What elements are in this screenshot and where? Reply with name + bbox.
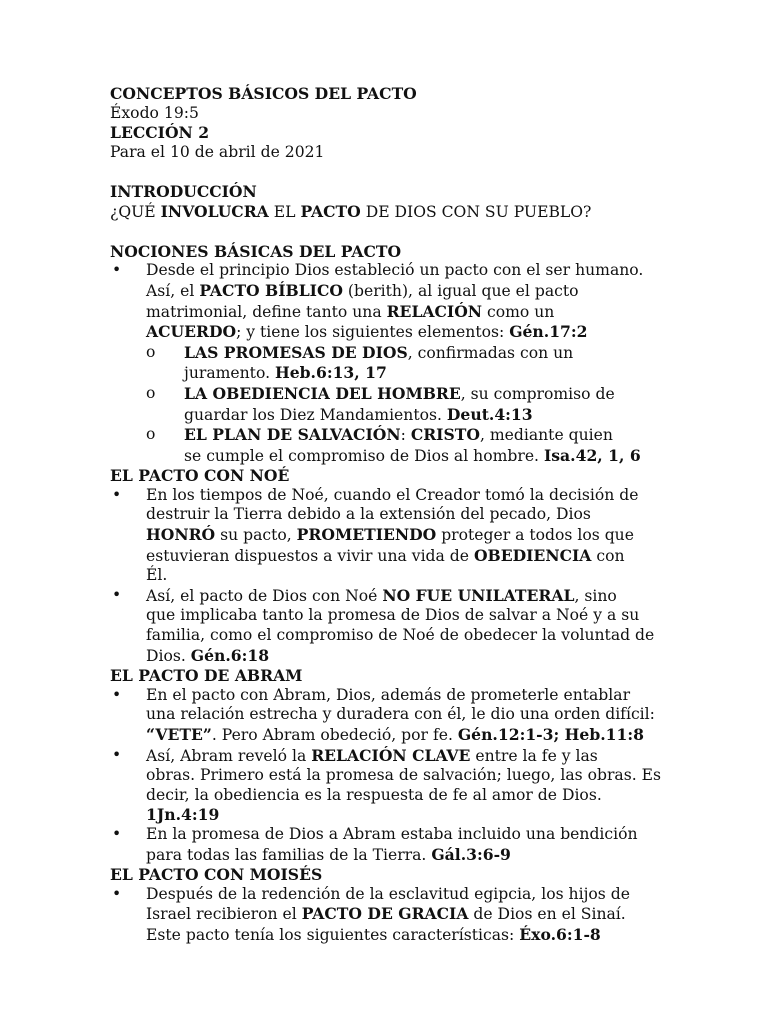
text-run: estuvieran dispuestos a vivir una vida de bbox=[146, 546, 474, 565]
bold-run: PACTO DE GRACIA bbox=[301, 904, 469, 924]
section-heading-noe: EL PACTO CON NOÉ bbox=[110, 466, 290, 486]
text-line bbox=[146, 725, 728, 746]
moises-list bbox=[110, 885, 728, 946]
text-run: Este pacto tenía los siguientes características: bbox=[146, 925, 520, 944]
bold-run: PACTO bbox=[300, 201, 361, 221]
section-heading-nociones: NOCIONES BÁSICAS DEL PACTO bbox=[110, 241, 402, 261]
text-line bbox=[146, 925, 728, 946]
text-run: juramento. bbox=[184, 364, 275, 383]
bold-run: PACTO BÍBLICO bbox=[199, 280, 343, 300]
text-run: Dios. bbox=[146, 646, 191, 665]
abram-list bbox=[110, 686, 728, 865]
bold-run: “VETE” bbox=[146, 725, 212, 744]
bold-run: PROMETIENDO bbox=[296, 525, 437, 545]
scripture-reference: Gál.3:6-9 bbox=[431, 844, 511, 864]
text-run: su pacto, bbox=[215, 526, 297, 545]
text-line: que implicaba tanto la promesa de Dios de salvar a Noé y a su bbox=[146, 606, 640, 625]
section-heading-moises: EL PACTO CON MOISÉS bbox=[110, 865, 323, 885]
text-run: de Dios en el Sinaí. bbox=[468, 905, 626, 924]
bold-run: HONRÓ bbox=[146, 525, 216, 545]
scripture-reference: Gén.17:2 bbox=[509, 322, 588, 342]
text-line bbox=[146, 845, 728, 866]
text-line: • Desde el principio Dios estableció un pacto con el ser humano. bbox=[146, 261, 644, 280]
text-run: , mediante quien bbox=[479, 426, 613, 445]
text-run: Israel recibieron el bbox=[146, 905, 302, 924]
text-line bbox=[146, 746, 728, 767]
list-item bbox=[110, 486, 728, 586]
text-line: obras. Primero está la promesa de salvación; luego, las obras. Es bbox=[146, 766, 662, 785]
text-line: • En la promesa de Dios a Abram estaba incluido una bendición bbox=[146, 824, 638, 843]
text-line: Él. bbox=[146, 566, 168, 585]
noe-list bbox=[110, 486, 728, 666]
text-line bbox=[146, 281, 728, 302]
intro-question bbox=[110, 202, 728, 223]
scripture-reference: Isa.42, 1, 6 bbox=[543, 445, 641, 465]
text-run: ; y tiene los siguientes elementos: bbox=[236, 323, 510, 342]
text-line: familia, como el compromiso de Noé de obedecer la voluntad de bbox=[146, 626, 655, 645]
text-run: Así, el bbox=[146, 281, 200, 300]
text-line bbox=[184, 384, 728, 405]
bold-run: LA OBEDIENCIA DEL HOMBRE bbox=[184, 383, 461, 403]
document-title: CONCEPTOS BÁSICOS DEL PACTO bbox=[110, 84, 417, 103]
text-run: EL bbox=[268, 202, 301, 221]
text-line bbox=[146, 525, 728, 546]
text-run: : bbox=[400, 426, 411, 445]
text-line bbox=[146, 302, 728, 323]
list-item bbox=[110, 746, 728, 825]
text-line bbox=[146, 322, 728, 343]
text-line bbox=[146, 646, 728, 667]
bold-run: RELACIÓN CLAVE bbox=[311, 745, 471, 765]
scripture-reference: Heb.6:13, 17 bbox=[274, 363, 387, 383]
text-line: decir, la obediencia es la respuesta de fe al amor de Dios. bbox=[146, 785, 602, 804]
text-line bbox=[146, 546, 728, 567]
text-line bbox=[184, 425, 728, 446]
text-run: , su compromiso de bbox=[460, 384, 615, 403]
text-line: • Después de la redención de la esclavitud egipcia, los hijos de bbox=[146, 884, 630, 903]
text-run: matrimonial, define tanto una bbox=[146, 302, 387, 321]
text-run: Así, el pacto de Dios con Noé bbox=[146, 586, 383, 605]
text-run: , confirmadas con un bbox=[407, 343, 574, 362]
text-line bbox=[184, 405, 728, 426]
bold-run: ACUERDO bbox=[146, 322, 237, 342]
text-line bbox=[184, 446, 728, 467]
text-run: entre la fe y las bbox=[470, 746, 598, 765]
text-line bbox=[146, 586, 728, 607]
bible-reference: Éxodo 19:5 bbox=[110, 103, 199, 122]
scripture-reference: Gén.12:1-3; Heb.11:8 bbox=[457, 725, 644, 744]
text-run: (berith), al igual que el pacto bbox=[342, 281, 579, 300]
text-line: • En los tiempos de Noé, cuando el Creador tomó la decisión de bbox=[146, 485, 639, 504]
sub-list-item bbox=[110, 425, 728, 466]
scripture-reference: Deut.4:13 bbox=[446, 404, 533, 424]
text-run: se cumple el compromiso de Dios al hombre. bbox=[184, 446, 544, 465]
text-line bbox=[146, 904, 728, 925]
lesson-date: Para el 10 de abril de 2021 bbox=[110, 142, 325, 161]
text-line: • En el pacto con Abram, Dios, además de prometerle entablar bbox=[146, 685, 631, 704]
bold-run: LAS PROMESAS DE DIOS bbox=[184, 342, 408, 362]
list-item bbox=[110, 825, 728, 865]
spacer bbox=[110, 162, 728, 182]
spacer bbox=[110, 222, 728, 242]
scripture-reference: Éxo.6:1-8 bbox=[519, 924, 601, 944]
list-item bbox=[110, 885, 728, 946]
text-run: DE DIOS CON SU PUEBLO? bbox=[360, 202, 592, 221]
text-run: . Pero Abram obedeció, por fe. bbox=[211, 726, 458, 744]
section-heading-abram: EL PACTO DE ABRAM bbox=[110, 666, 303, 686]
text-run: guardar los Diez Mandamientos. bbox=[184, 405, 447, 424]
bold-run: NO FUE UNILATERAL bbox=[382, 585, 575, 605]
text-run: Así, Abram reveló la bbox=[146, 746, 312, 765]
bold-run: INVOLUCRA bbox=[160, 201, 269, 221]
section-heading-introduccion: INTRODUCCIÓN bbox=[110, 181, 257, 201]
bold-run: RELACIÓN bbox=[386, 301, 483, 321]
sub-list-item bbox=[110, 343, 728, 384]
list-item bbox=[110, 586, 728, 666]
text-line: destruir la Tierra debido a la extensión del pecado, Dios bbox=[146, 505, 591, 524]
text-run: , sino bbox=[574, 586, 617, 605]
text-run: ¿QUÉ bbox=[110, 202, 161, 221]
text-run: proteger a todos los que bbox=[436, 526, 634, 545]
text-run: como un bbox=[482, 302, 555, 321]
list-item bbox=[110, 686, 728, 746]
list-item bbox=[110, 261, 728, 342]
bold-run: CRISTO bbox=[410, 425, 480, 445]
text-run: para todas las familias de la Tierra. bbox=[146, 845, 432, 864]
text-line bbox=[184, 363, 728, 384]
text-line: una relación estrecha y duradera con él, le dio una orden difícil: bbox=[146, 705, 655, 724]
text-line bbox=[184, 343, 728, 364]
text-run: con bbox=[591, 546, 625, 565]
lesson-number: LECCIÓN 2 bbox=[110, 123, 210, 143]
nociones-list bbox=[110, 261, 728, 466]
sub-list-item bbox=[110, 384, 728, 425]
scripture-reference: Gén.6:18 bbox=[190, 645, 270, 665]
scripture-reference: 1Jn.4:19 bbox=[146, 805, 220, 825]
bold-run: EL PLAN DE SALVACIÓN bbox=[184, 425, 401, 445]
bold-run: OBEDIENCIA bbox=[473, 545, 592, 565]
